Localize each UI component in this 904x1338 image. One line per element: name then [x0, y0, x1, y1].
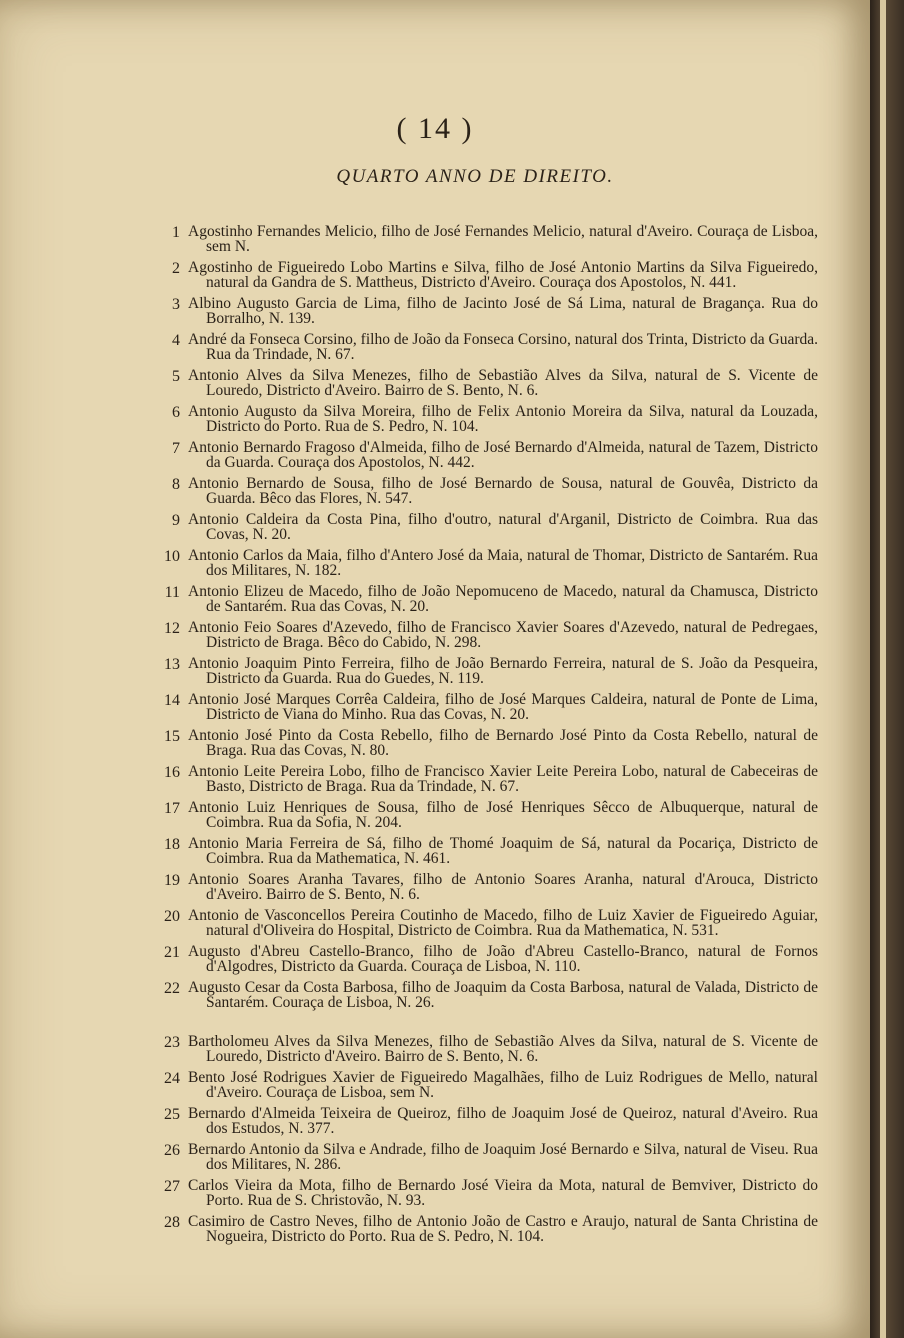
entry-number: 20: [164, 908, 180, 925]
section-heading: QUARTO ANNO DE DIREITO.: [336, 166, 614, 187]
list-item: [140, 508, 818, 544]
list-item: [140, 1030, 818, 1066]
entry-number: 22: [164, 980, 180, 997]
list-item: [140, 292, 818, 328]
entry-text: André da Fonseca Corsino, filho de João da Fonseca Corsino, natural dos Trinta, Districto da Guarda. Rua da Trindade, N. 67.: [188, 331, 818, 363]
list-item: [140, 868, 818, 904]
entry-text: Agostinho de Figueiredo Lobo Martins e Silva, filho de José Antonio Martins da Silva Figueiredo, natural da Gandra de S. Mattheus, Districto d'Aveiro. Couraça dos Apostolos, N. 441.: [188, 259, 818, 291]
entry-number: 16: [164, 764, 180, 781]
list-item: [140, 1102, 818, 1138]
entry-text: Antonio Carlos da Maia, filho d'Antero José da Maia, natural de Thomar, Districto de Santarém. Rua dos Militares, N. 182.: [188, 547, 818, 579]
entry-number: 25: [164, 1106, 180, 1123]
entry-text: Antonio Augusto da Silva Moreira, filho de Felix Antonio Moreira da Silva, natural da Louzada, Districto do Porto. Rua de S. Pedro, N. 104.: [188, 403, 818, 435]
entry-number: 23: [164, 1034, 180, 1051]
entry-number: 19: [164, 872, 180, 889]
list-item: [140, 256, 818, 292]
list-item: [140, 940, 818, 976]
entry-text: Antonio Leite Pereira Lobo, filho de Francisco Xavier Leite Pereira Lobo, natural de Cabeceiras de Basto, Districto de Braga. Rua da Trindade, N. 67.: [188, 763, 818, 795]
entry-number: 15: [164, 728, 180, 745]
entry-text: Antonio de Vasconcellos Pereira Coutinho de Macedo, filho de Luiz Xavier de Figueiredo Aguiar, natural d'Oliveira do Hospital, Districto de Coimbra. Rua da Mathematica, N. 531.: [188, 907, 818, 939]
entry-text: Antonio Maria Ferreira de Sá, filho de Thomé Joaquim de Sá, natural da Pocariça, Districto de Coimbra. Rua da Mathematica, N. 461.: [188, 835, 818, 867]
entry-number: 24: [164, 1070, 180, 1087]
entry-text: Antonio Bernardo de Sousa, filho de José Bernardo de Sousa, natural de Gouvêa, Districto da Guarda. Bêco das Flores, N. 547.: [188, 475, 818, 507]
list-item: [140, 832, 818, 868]
entry-number: 3: [172, 296, 180, 313]
entry-text: Augusto d'Abreu Castello-Branco, filho de João d'Abreu Castello-Branco, natural de Fornos d'Algodres, Districto da Guarda. Couraça de Lisboa, N. 110.: [188, 943, 818, 975]
entry-number: 28: [164, 1214, 180, 1231]
entry-number: 4: [172, 332, 180, 349]
entry-text: Augusto Cesar da Costa Barbosa, filho de Joaquim da Costa Barbosa, natural de Valada, Districto de Santarém. Couraça de Lisboa, N. 26.: [188, 979, 818, 1011]
entry-text: Bento José Rodrigues Xavier de Figueiredo Magalhães, filho de Luiz Rodrigues de Mello, natural d'Aveiro. Couraça de Lisboa, sem N.: [188, 1069, 818, 1101]
list-item: [140, 364, 818, 400]
entry-number: 12: [164, 620, 180, 637]
entry-text: Casimiro de Castro Neves, filho de Antonio João de Castro e Araujo, natural de Santa Christina de Nogueira, Districto do Porto. Rua de S. Pedro, N. 104.: [188, 1213, 818, 1245]
next-page-edge: [880, 0, 886, 1338]
list-item: [140, 616, 818, 652]
page-number: ( 14 ): [396, 112, 474, 145]
list-item: [140, 1138, 818, 1174]
entry-number: 10: [164, 548, 180, 565]
entry-text: Agostinho Fernandes Melicio, filho de José Fernandes Melicio, natural d'Aveiro. Couraça de Lisboa, sem N.: [188, 223, 818, 255]
list-item: [140, 580, 818, 616]
entry-number: 13: [164, 656, 180, 673]
entry-number: 1: [172, 224, 180, 241]
entry-text: Antonio José Marques Corrêa Caldeira, filho de José Marques Caldeira, natural de Ponte de Lima, Districto de Viana do Minho. Rua das Covas, N. 20.: [188, 691, 818, 723]
list-item: [140, 220, 818, 256]
entry-number: 17: [164, 800, 180, 817]
entry-text: Antonio Feio Soares d'Azevedo, filho de Francisco Xavier Soares d'Azevedo, natural de Pedregaes, Districto de Braga. Bêco do Cabido, N. 298.: [188, 619, 818, 651]
list-item: [140, 796, 818, 832]
entry-text: Bernardo Antonio da Silva e Andrade, filho de Joaquim José Bernardo e Silva, natural de Viseu. Rua dos Militares, N. 286.: [188, 1141, 818, 1173]
entry-number: 21: [164, 944, 180, 961]
entry-text: Bernardo d'Almeida Teixeira de Queiroz, filho de Joaquim José de Queiroz, natural d'Aveiro. Rua dos Estudos, N. 377.: [188, 1105, 818, 1137]
list-item: [140, 724, 818, 760]
entry-text: Antonio José Pinto da Costa Rebello, filho de Bernardo José Pinto da Costa Rebello, natural de Braga. Rua das Covas, N. 80.: [188, 727, 818, 759]
entry-number: 6: [172, 404, 180, 421]
entry-number: 9: [172, 512, 180, 529]
list-item: [140, 544, 818, 580]
entry-text: Antonio Bernardo Fragoso d'Almeida, filho de José Bernardo d'Almeida, natural de Tazem, Districto da Guarda. Couraça dos Apostolos, N. 442.: [188, 439, 818, 471]
list-item: [140, 436, 818, 472]
list-item: [140, 688, 818, 724]
entry-text: Albino Augusto Garcia de Lima, filho de Jacinto José de Sá Lima, natural de Bragança. Rua do Borralho, N. 139.: [188, 295, 818, 327]
entry-number: 5: [172, 368, 180, 385]
entry-number: 11: [164, 584, 180, 601]
list-item: [140, 1174, 818, 1210]
entry-number: 27: [164, 1178, 180, 1195]
list-item: [140, 1210, 818, 1246]
entry-text: Antonio Elizeu de Macedo, filho de João Nepomuceno de Macedo, natural da Chamusca, Districto de Santarém. Rua das Covas, N. 20.: [188, 583, 818, 615]
entry-number: 8: [172, 476, 180, 493]
entry-number: 26: [164, 1142, 180, 1159]
list-item: [140, 904, 818, 940]
entry-number: 7: [172, 440, 180, 457]
list-item: [140, 652, 818, 688]
list-item: [140, 400, 818, 436]
entry-text: Antonio Caldeira da Costa Pina, filho d'outro, natural d'Arganil, Districto de Coimbra. Rua das Covas, N. 20.: [188, 511, 818, 543]
list-item: [140, 976, 818, 1030]
book-gutter: [870, 0, 904, 1338]
entry-text: Carlos Vieira da Mota, filho de Bernardo José Vieira da Mota, natural de Bemviver, Districto do Porto. Rua de S. Christovão, N. 93.: [188, 1177, 818, 1209]
entry-text: Antonio Luiz Henriques de Sousa, filho de José Henriques Sêcco de Albuquerque, natural de Coimbra. Rua da Sofia, N. 204.: [188, 799, 818, 831]
entry-number: 2: [172, 260, 180, 277]
entry-number: 14: [164, 692, 180, 709]
entry-text: Antonio Joaquim Pinto Ferreira, filho de João Bernardo Ferreira, natural de S. João da Pesqueira, Districto da Guarda. Rua do Guedes, N. 119.: [188, 655, 818, 687]
student-list: [140, 220, 818, 1246]
list-item: [140, 760, 818, 796]
list-item: [140, 472, 818, 508]
list-item: [140, 1066, 818, 1102]
entry-text: Antonio Alves da Silva Menezes, filho de Sebastião Alves da Silva, natural de S. Vicente de Louredo, Districto d'Aveiro. Bairro de S. Bento, N. 6.: [188, 367, 818, 399]
entry-text: Bartholomeu Alves da Silva Menezes, filho de Sebastião Alves da Silva, natural de S. Vicente de Louredo, Districto d'Aveiro. Bairro de S. Bento, N. 6.: [188, 1033, 818, 1065]
list-item: [140, 328, 818, 364]
entry-number: 18: [164, 836, 180, 853]
entry-text: Antonio Soares Aranha Tavares, filho de Antonio Soares Aranha, natural d'Arouca, Districto d'Aveiro. Bairro de S. Bento, N. 6.: [188, 871, 818, 903]
